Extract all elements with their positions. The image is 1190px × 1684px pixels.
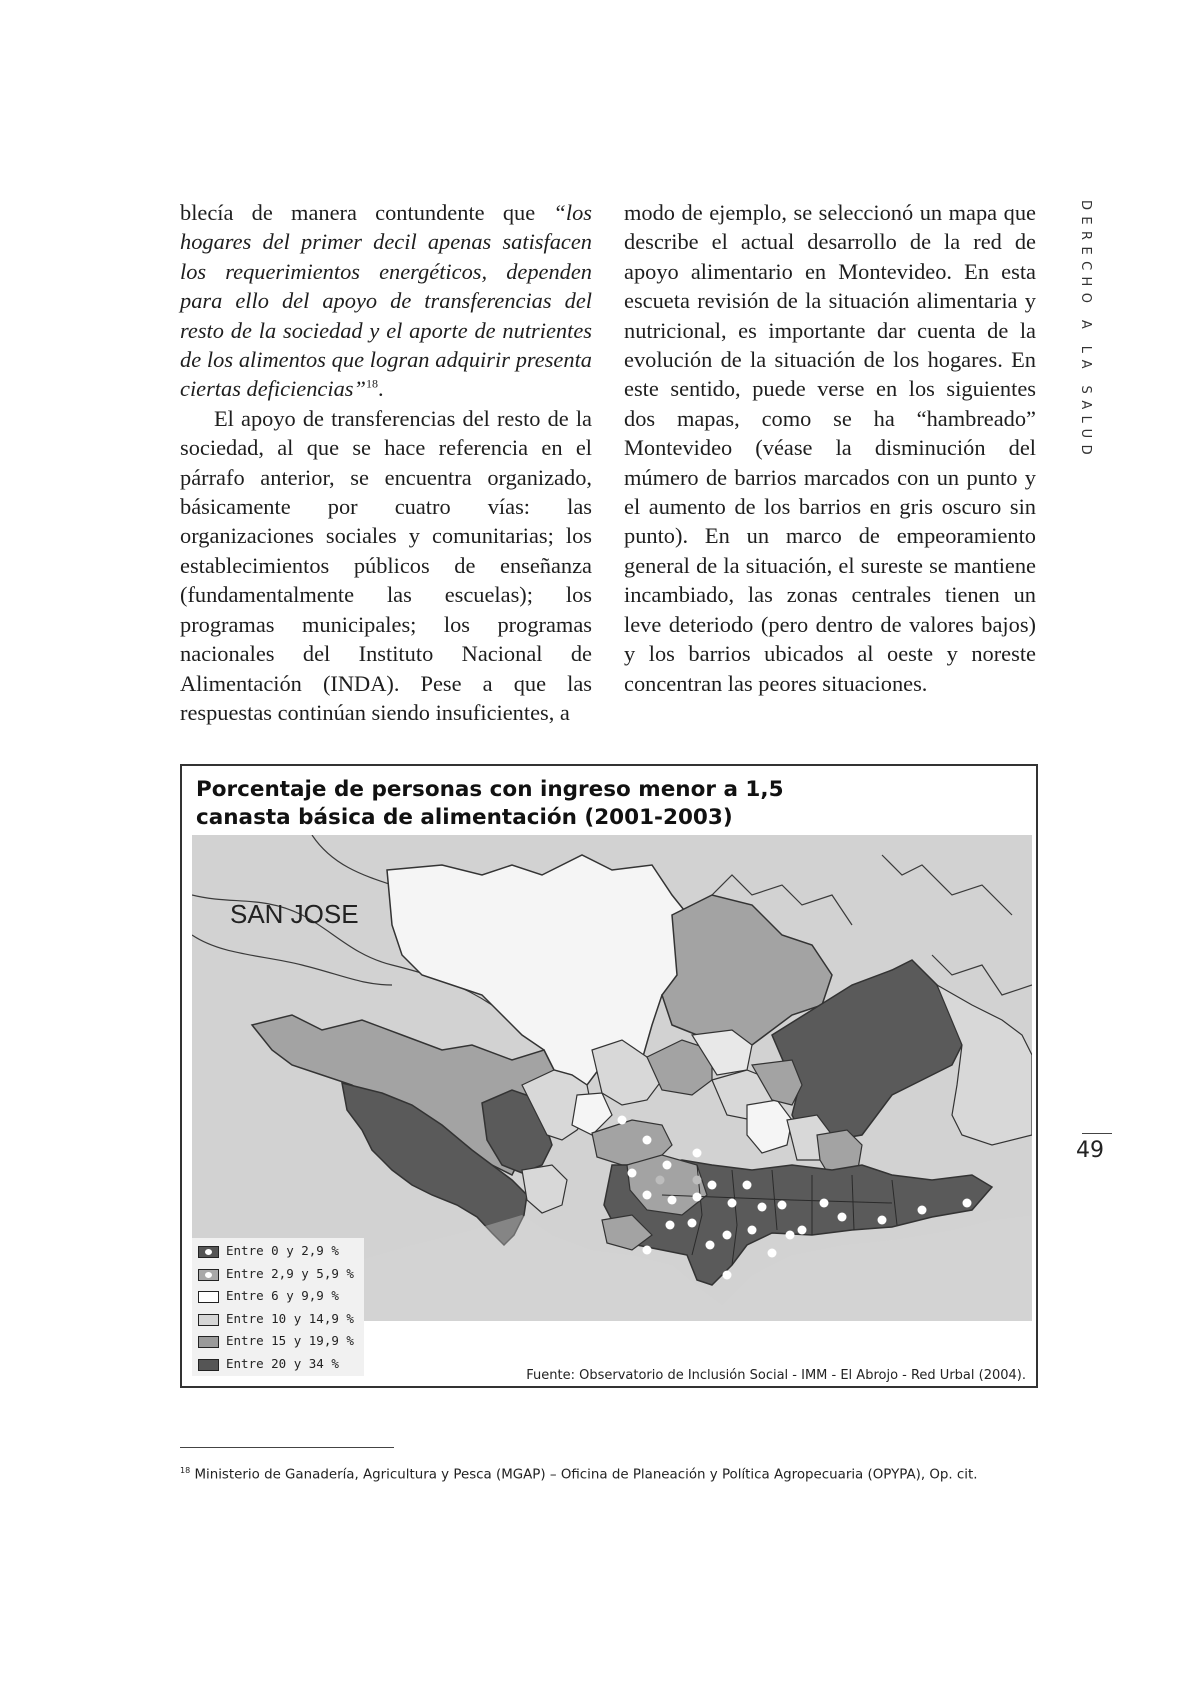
footnote-ref: 18 xyxy=(365,376,378,391)
legend-item xyxy=(198,1310,364,1330)
right-column xyxy=(624,198,1036,698)
legend-dot xyxy=(205,1249,212,1255)
legend-item xyxy=(198,1287,364,1307)
figure-title-line: Porcentaje de personas con ingreso menor a 1,5 xyxy=(196,777,784,802)
paragraph-end: . xyxy=(377,376,384,402)
paragraph: El apoyo de transferencias del resto de la sociedad, al que se hace referencia en el párrafo anterior, se encuentra organizado, básicamente por cuatro vías: las organizaciones sociales y comunitarias; los establecimientos públicos de enseñanza (fundamentalmente las escuelas); los programas municipales; los programas nacionales del Instituto Nacional de Alimentación (INDA). Pese a que las respuestas continúan siendo insuficientes, a xyxy=(180,405,592,725)
figure-title xyxy=(196,776,896,832)
figure-title-line: canasta básica de alimentación (2001-2003) xyxy=(196,805,733,830)
paragraph xyxy=(180,198,592,404)
legend-dot xyxy=(205,1272,212,1278)
legend-swatch xyxy=(198,1336,219,1348)
quotation: “los hogares del primer decil apenas satisfacen los requerimientos energéticos, dependen para ello del apoyo de transferencias del resto de la sociedad y el aporte de nutrientes de los alimentos que logran adquirir presenta ciertas deficiencias” xyxy=(180,200,592,402)
legend-label: Entre 2,9 y 5,9 % xyxy=(226,1265,354,1281)
legend-swatch xyxy=(198,1246,219,1258)
legend-item xyxy=(198,1332,364,1352)
map-label-san-jose: SAN JOSE xyxy=(230,899,359,929)
left-column xyxy=(180,198,592,727)
footnote-number: 18 xyxy=(180,1466,191,1475)
legend-item xyxy=(198,1265,364,1285)
map-figure xyxy=(180,764,1038,1388)
footnote-rule xyxy=(180,1447,394,1448)
paragraph-lead: blecía de manera contundente que xyxy=(180,200,554,225)
legend-swatch xyxy=(198,1269,219,1281)
legend-swatch xyxy=(198,1359,219,1371)
page-number-rule xyxy=(1082,1133,1112,1134)
legend-item xyxy=(198,1242,364,1262)
legend-swatch xyxy=(198,1314,219,1326)
legend-item xyxy=(198,1355,364,1375)
footnote xyxy=(180,1466,978,1482)
legend-label: Entre 10 y 14,9 % xyxy=(226,1310,354,1326)
footnote-text: Ministerio de Ganadería, Agricultura y Pesca (MGAP) – Oficina de Planeación y Política Agropecuaria (OPYPA), Op. cit. xyxy=(190,1467,978,1483)
legend-label: Entre 0 y 2,9 % xyxy=(226,1243,339,1258)
figure-source: Fuente: Observatorio de Inclusión Social - IMM - El Abrojo - Red Urbal (2004). xyxy=(526,1368,1026,1383)
legend-swatch xyxy=(198,1291,219,1303)
running-header: DERECHO A LA SALUD xyxy=(1078,200,1093,461)
paragraph: modo de ejemplo, se seleccionó un mapa que describe el actual desarrollo de la red de apoyo alimentario en Montevideo. En esta escueta revisión de la situación alimentaria y nutricional, es importante dar cuenta de la evolución de la situación de los hogares. En este sentido, puede verse en los siguientes dos mapas, como se ha “hambreado” Montevideo (véase la disminución del múmero de barrios marcados con un punto y el aumento de los barrios en gris oscuro sin punto). En un marco de empeoramiento general de la situación, el sureste se mantiene incambiado, las zonas centrales tienen un leve deteriodo (pero dentro de valores bajos) y los barrios ubicados al oeste y noreste concentran las peores situaciones. xyxy=(624,200,1036,696)
map-legend xyxy=(192,1238,364,1376)
legend-label: Entre 6 y 9,9 % xyxy=(226,1288,339,1303)
page-number: 49 xyxy=(1076,1138,1104,1163)
legend-label: Entre 15 y 19,9 % xyxy=(226,1333,354,1348)
legend-label: Entre 20 y 34 % xyxy=(226,1355,339,1371)
